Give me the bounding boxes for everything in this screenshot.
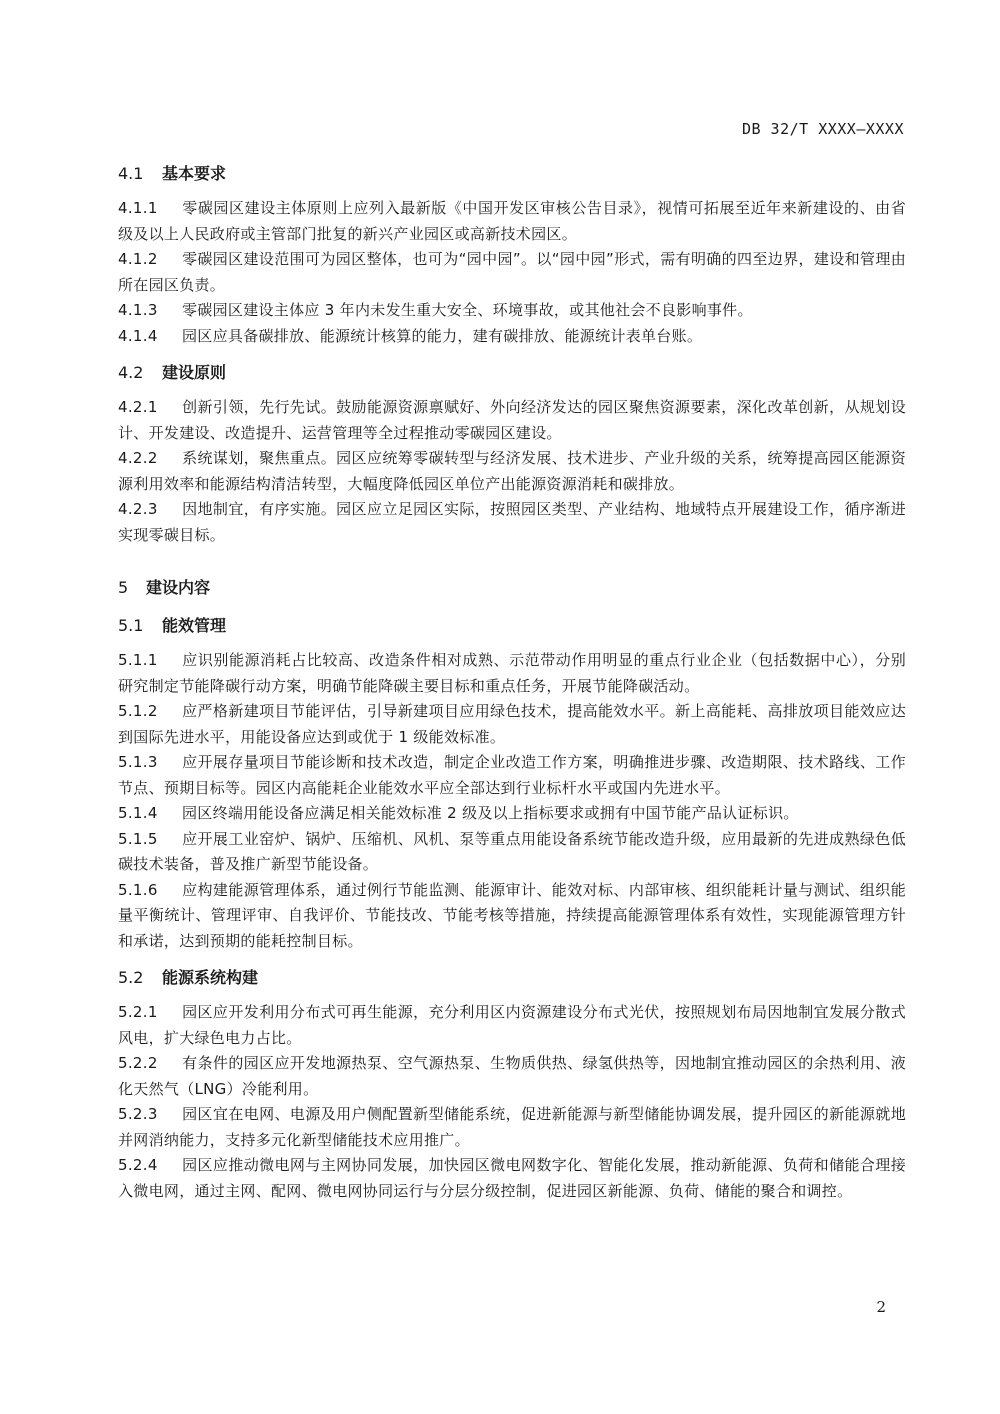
document-code: DB 32/T XXXX—XXXX xyxy=(741,120,904,138)
section-number: 5.2 xyxy=(118,968,144,987)
clause-text: 应识别能源消耗占比较高、改造条件相对成熟、示范带动作用明显的重点行业企业（包括数据中心），分别研究制定节能降碳行动方案，明确节能降碳主要目标和重点任务，开展节能降碳活动。 xyxy=(118,651,906,695)
clause-text: 应严格新建项目节能评估，引导新建项目应用绿色技术，提高能效水平。新上高能耗、高排放项目能效应达到国际先进水平，用能设备应达到或优于 1 级能效标准。 xyxy=(118,702,906,746)
section-title: 基本要求 xyxy=(162,164,227,183)
clause-number: 4.1.3 xyxy=(118,301,158,319)
clause-number: 4.1.2 xyxy=(118,250,158,268)
section-heading-5-2 xyxy=(118,964,906,992)
clause-text: 园区应具备碳排放、能源统计核算的能力，建有碳排放、能源统计表单台账。 xyxy=(182,326,703,345)
clause-number: 5.1.3 xyxy=(118,753,158,771)
clause xyxy=(118,446,906,497)
clause-text: 园区应推动微电网与主网协同发展，加快园区微电网数字化、智能化发展，推动新能源、负荷和储能合理接入微电网，通过主网、配网、微电网协同运行与分层分级控制，促进园区新能源、负荷、储能的聚合和调控。 xyxy=(118,1156,906,1200)
clause-text: 有条件的园区应开发地源热泵、空气源热泵、生物质供热、绿氢供热等，因地制宜推动园区的余热利用、液化天然气（LNG）冷能利用。 xyxy=(118,1054,906,1098)
clause xyxy=(118,827,906,878)
clause xyxy=(118,298,906,324)
section-title: 能源系统构建 xyxy=(162,968,259,987)
clause-text: 零碳园区建设主体原则上应列入最新版《中国开发区审核公告目录》，视情可拓展至近年来新建设的、由省级及以上人民政府或主管部门批复的新兴产业园区或高新技术园区。 xyxy=(118,199,906,243)
page-number: 2 xyxy=(876,1298,886,1316)
clause-number: 5.1.5 xyxy=(118,829,158,848)
clause-number: 4.2.1 xyxy=(118,398,158,416)
chapter-heading-5 xyxy=(118,574,906,602)
clause xyxy=(118,1000,906,1051)
clause-text: 零碳园区建设范围可为园区整体，也可为“园中园”。以“园中园”形式，需有明确的四至边界，建设和管理由所在园区负责。 xyxy=(118,250,906,294)
clause xyxy=(118,648,906,699)
clause xyxy=(118,1153,906,1204)
clause-text: 系统谋划，聚焦重点。园区应统筹零碳转型与经济发展、技术进步、产业升级的关系，统筹提高园区能源资源利用效率和能源结构清洁转型，大幅度降低园区单位产出能源资源消耗和碳排放。 xyxy=(118,449,906,493)
clause-text: 因地制宜，有序实施。园区应立足园区实际，按照园区类型、产业结构、地域特点开展建设工作，循序渐进实现零碳目标。 xyxy=(118,500,906,544)
clause-number: 5.2.2 xyxy=(118,1054,158,1072)
clause xyxy=(118,247,906,298)
chapter-number: 5 xyxy=(118,578,129,597)
clause-text: 应开展存量项目节能诊断和技术改造，制定企业改造工作方案，明确推进步骤、改造期限、技术路线、工作节点、预期目标等。园区内高能耗企业能效水平应全部达到行业标杆水平或国内先进水平。 xyxy=(118,753,906,797)
section-heading-5-1 xyxy=(118,612,906,640)
section-heading-4-1 xyxy=(118,160,906,188)
document-body xyxy=(118,160,906,1204)
clause-number: 4.2.3 xyxy=(118,500,158,518)
clause-number: 4.2.2 xyxy=(118,449,158,467)
clause xyxy=(118,699,906,750)
clause xyxy=(118,196,906,247)
clause-text: 创新引领，先行先试。鼓励能源资源禀赋好、外向经济发达的园区聚焦资源要素，深化改革创新，从规划设计、开发建设、改造提升、运营管理等全过程推动零碳园区建设。 xyxy=(118,398,906,442)
section-heading-4-2 xyxy=(118,359,906,387)
section-title: 能效管理 xyxy=(162,616,227,635)
clause-number: 5.1.2 xyxy=(118,702,158,720)
clause-number: 5.1.4 xyxy=(118,804,158,822)
clause xyxy=(118,1102,906,1153)
clause-text: 应构建能源管理体系，通过例行节能监测、能源审计、能效对标、内部审核、组织能耗计量与测试、组织能量平衡统计、管理评审、自我评价、节能技改、节能考核等措施，持续提高能源管理体系有效性，实现能源管理方针和承诺，达到预期的能耗控制目标。 xyxy=(118,880,906,950)
clause-text: 零碳园区建设主体应 3 年内未发生重大安全、环境事故，或其他社会不良影响事件。 xyxy=(182,301,753,319)
clause-text: 园区应开发利用分布式可再生能源，充分利用区内资源建设分布式光伏，按照规划布局因地制宜发展分散式风电，扩大绿色电力占比。 xyxy=(118,1003,906,1047)
clause-number: 4.1.4 xyxy=(118,326,158,345)
clause xyxy=(118,324,906,350)
clause xyxy=(118,750,906,801)
clause-number: 5.2.1 xyxy=(118,1003,158,1021)
clause-text: 园区宜在电网、电源及用户侧配置新型储能系统，促进新能源与新型储能协调发展，提升园区的新能源就地并网消纳能力，支持多元化新型储能技术应用推广。 xyxy=(118,1105,906,1149)
clause xyxy=(118,395,906,446)
clause-number: 5.2.4 xyxy=(118,1156,158,1174)
section-number: 5.1 xyxy=(118,616,144,635)
clause xyxy=(118,801,906,827)
section-number: 4.1 xyxy=(118,164,144,183)
section-title: 建设原则 xyxy=(162,363,227,382)
clause xyxy=(118,497,906,548)
clause-number: 5.1.6 xyxy=(118,880,158,899)
clause-text: 园区终端用能设备应满足相关能效标准 2 级及以上指标要求或拥有中国节能产品认证标识。 xyxy=(182,804,799,822)
clause-number: 5.2.3 xyxy=(118,1105,158,1123)
clause-text: 应开展工业窑炉、锅炉、压缩机、风机、泵等重点用能设备系统节能改造升级，应用最新的先进成熟绿色低碳技术装备，普及推广新型节能设备。 xyxy=(118,829,906,873)
chapter-title: 建设内容 xyxy=(146,578,211,597)
clause-number: 4.1.1 xyxy=(118,199,158,217)
clause-number: 5.1.1 xyxy=(118,651,158,669)
section-number: 4.2 xyxy=(118,363,144,382)
clause xyxy=(118,1051,906,1102)
clause xyxy=(118,878,906,955)
